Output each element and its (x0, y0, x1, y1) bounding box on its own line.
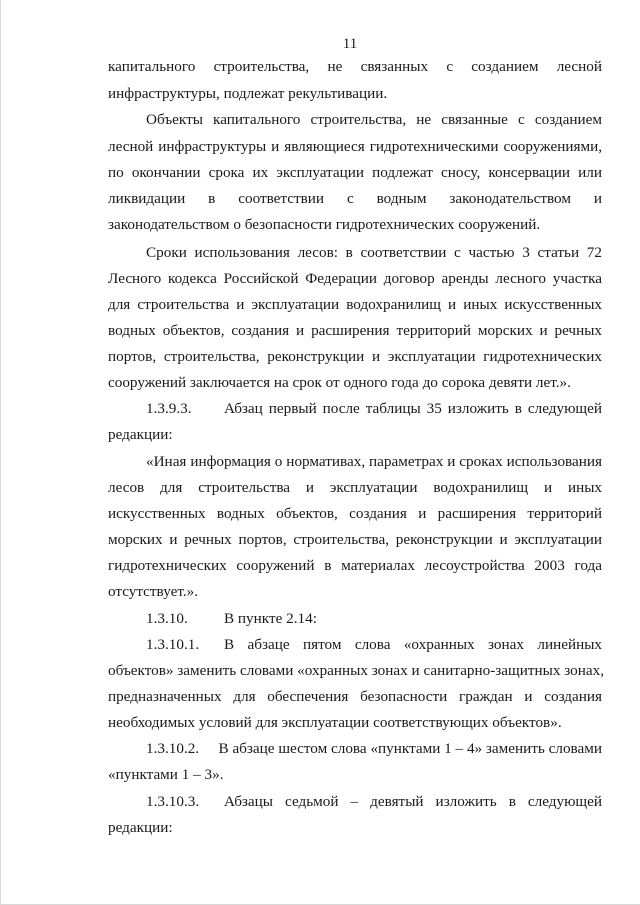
item-number: 1.3.10.2. (146, 740, 200, 757)
numbered-item (146, 399, 602, 419)
text-line: редакции: (108, 426, 173, 443)
text-line: лесов для строительства и эксплуатации водохранилищ и иных (108, 479, 602, 496)
text-line: гидротехнических сооружений в материалах лесоустройства 2003 года (108, 557, 602, 574)
item-number: 1.3.9.3. (146, 400, 192, 417)
item-number: 1.3.10.3. (146, 793, 200, 810)
page-number: 11 (342, 36, 358, 52)
text-line: для строительства и эксплуатации водохранилищ и иных искусственных (108, 296, 602, 313)
text-line: В пункте 2.14: (224, 610, 317, 627)
text-line: Лесного кодекса Российской Федерации договор аренды лесного участка (108, 270, 602, 287)
text-line: Абзацы седьмой – девятый изложить в следующей (224, 793, 602, 810)
text-line: Объекты капитального строительства, не связанные с созданием (146, 111, 602, 128)
text-line: редакции: (108, 819, 173, 836)
text-line: В абзаце шестом слова «пунктами 1 – 4» заменить словами (218, 740, 602, 757)
text-line: законодательством о безопасности гидротехнических сооружений. (108, 216, 541, 233)
numbered-item (146, 609, 602, 629)
item-number: 1.3.10. (146, 610, 188, 627)
text-line: В абзаце пятом слова «охранных зонах линейных (224, 636, 602, 653)
text-line: портов, строительства, реконструкции и эксплуатации гидротехнических (108, 348, 602, 365)
scan-edge-left (0, 0, 1, 905)
text-line: по окончании срока их эксплуатации подлежат сносу, консервации или (108, 164, 602, 181)
text-line: ликвидации в соответствии с водным законодательством и (108, 190, 602, 207)
numbered-item (146, 635, 602, 655)
text-line: Абзац первый после таблицы 35 изложить в следующей (224, 400, 602, 417)
text-line: «пунктами 1 – 3». (108, 766, 224, 783)
item-number: 1.3.10.1. (146, 636, 200, 653)
numbered-item (146, 739, 602, 759)
text-line: сооружений заключается на срок от одного года до сорока девяти лет.». (108, 374, 571, 391)
text-line: Сроки использования лесов: в соответствии с частью 3 статьи 72 (146, 244, 602, 261)
text-line: предназначенных для обеспечения безопасности граждан и создания (108, 688, 602, 705)
text-line: лесной инфраструктуры и являющиеся гидротехническими сооружениями, (108, 138, 602, 155)
text-line: отсутствует.». (108, 583, 199, 600)
text-line: объектов» заменить словами «охранных зонах и санитарно-защитных зонах, (108, 662, 604, 679)
numbered-item (146, 792, 602, 812)
text-line: морских и речных портов, строительства, реконструкции и эксплуатации (108, 531, 602, 548)
text-line: водных объектов, создания и расширения территорий морских и речных (108, 322, 602, 339)
text-line: «Иная информация о нормативах, параметрах и сроках использования (146, 453, 602, 470)
text-line: инфраструктуры, подлежат рекультивации. (108, 85, 388, 102)
text-line: искусственных водных объектов, создания и расширения территорий (108, 505, 602, 522)
text-line: необходимых условий для эксплуатации соответствующих объектов». (108, 714, 562, 731)
text-line: капитального строительства, не связанных с созданием лесной (108, 58, 602, 75)
